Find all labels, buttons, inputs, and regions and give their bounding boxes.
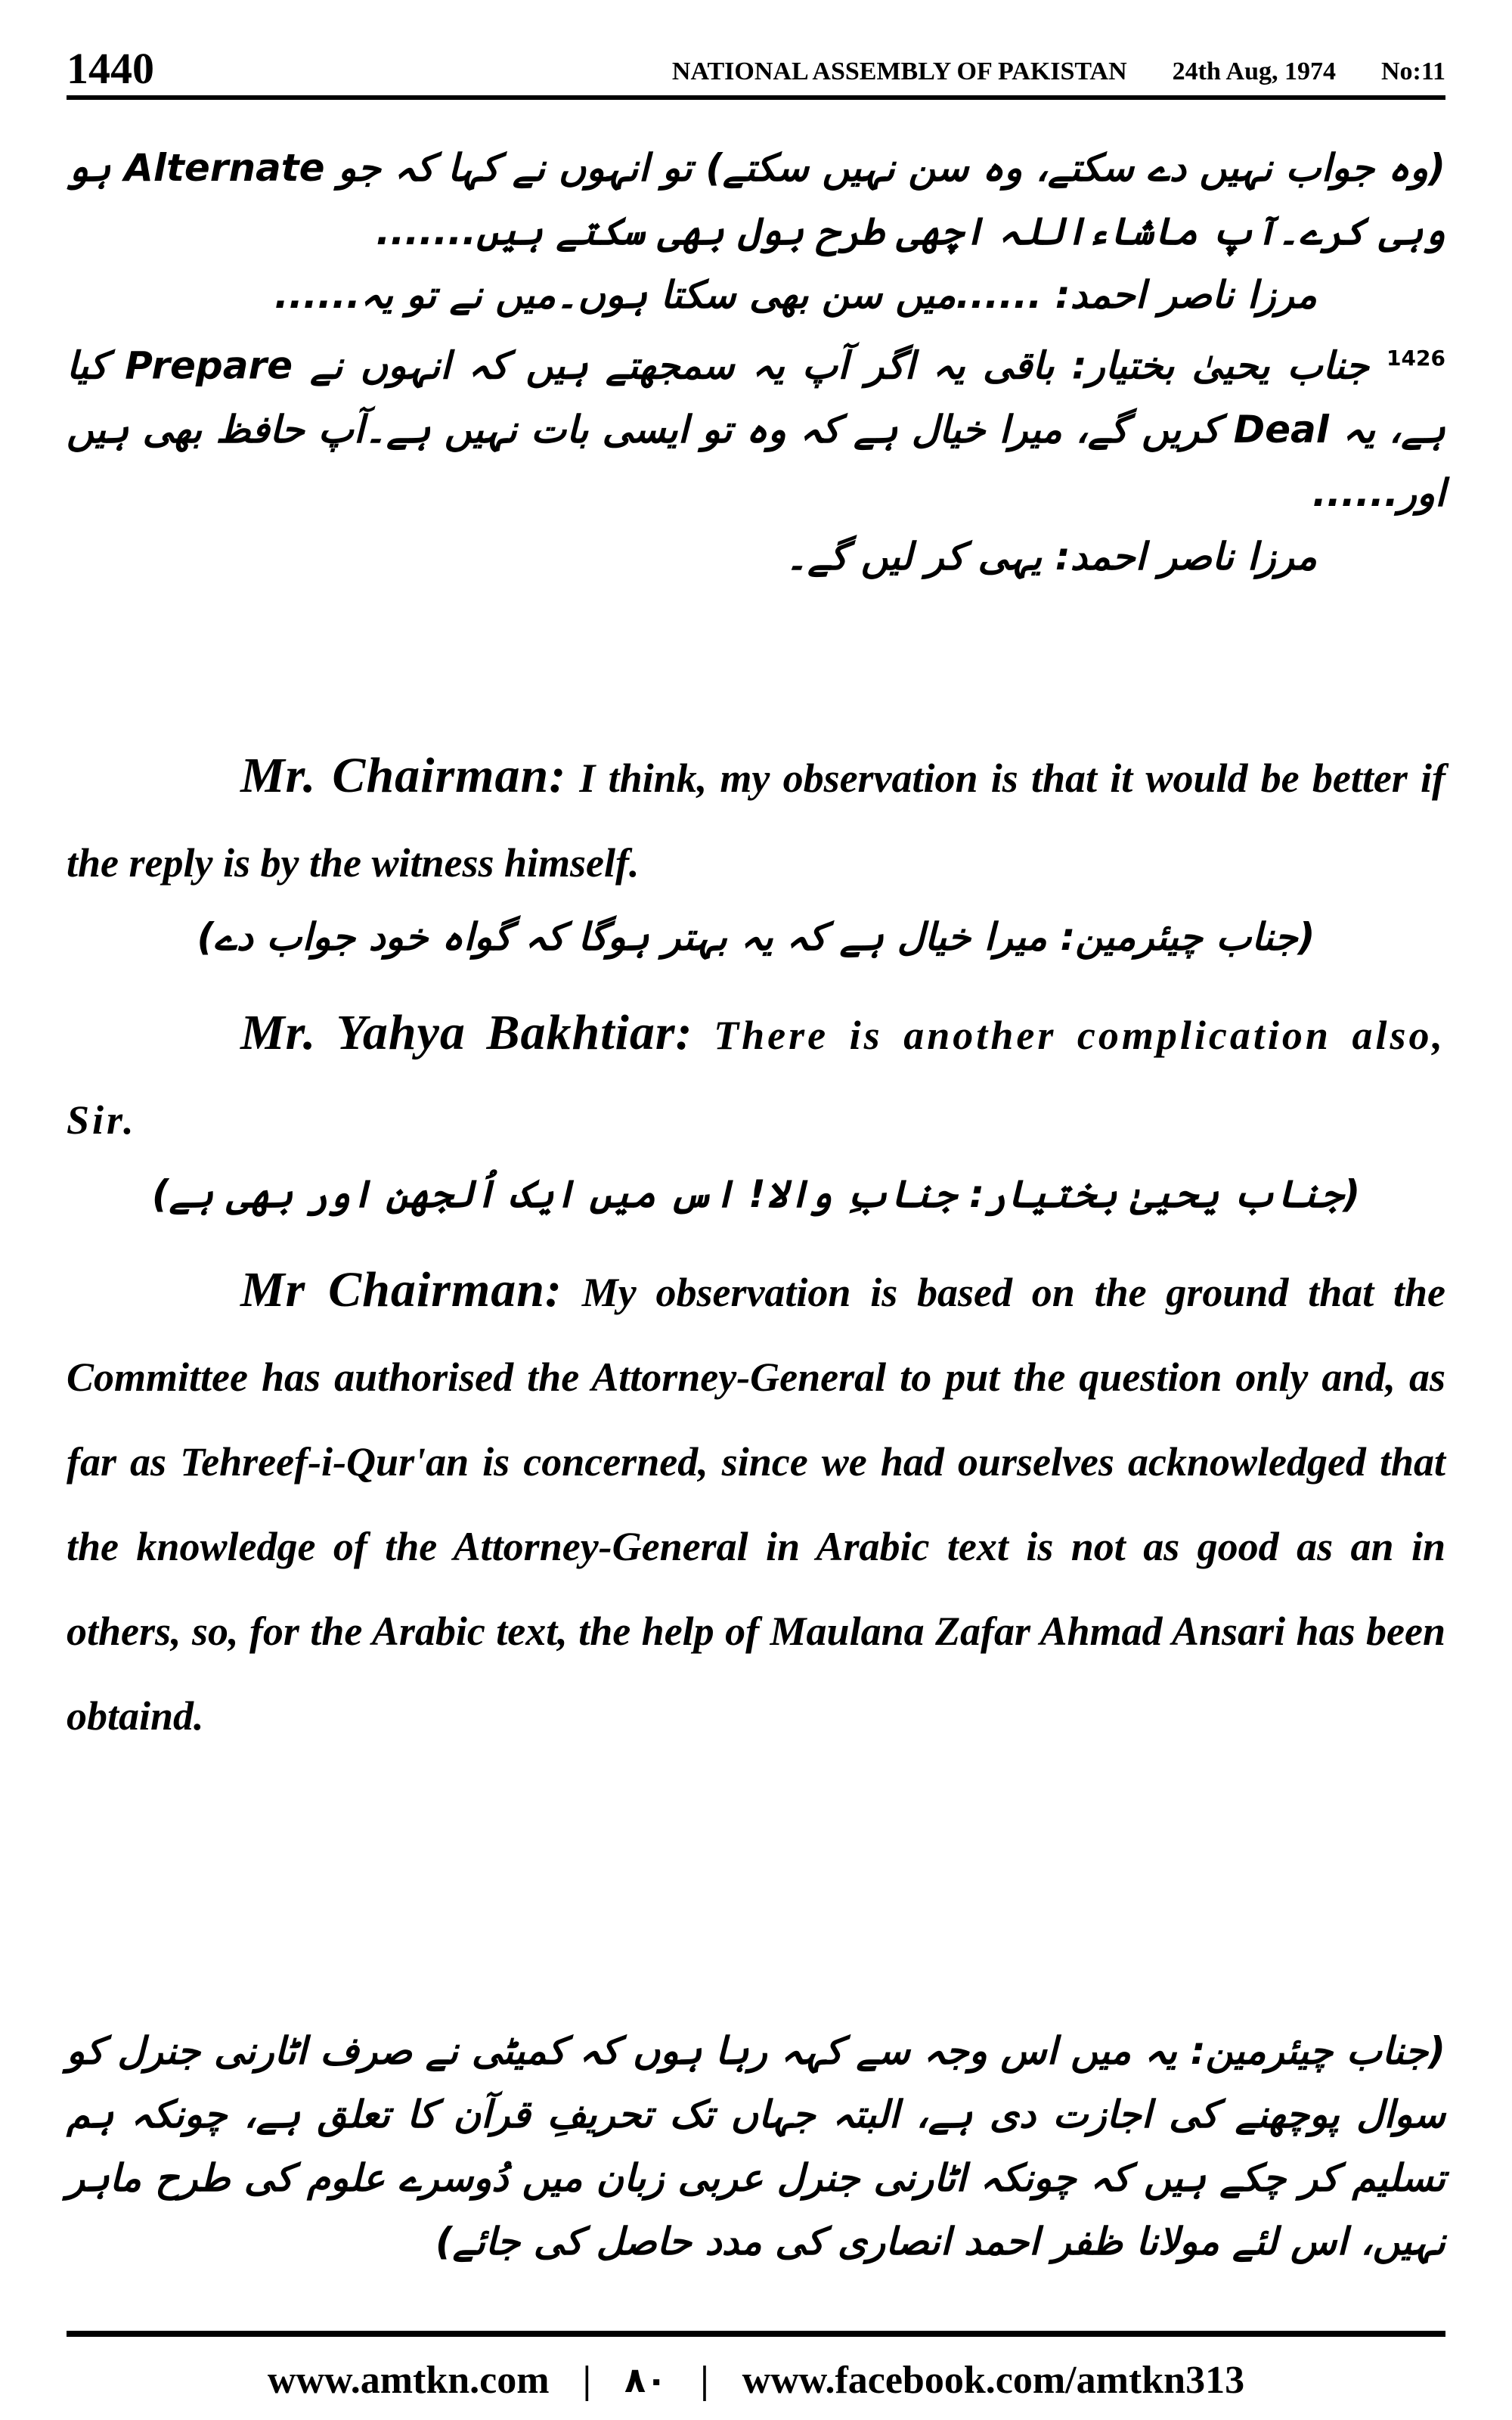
english-paragraph-3-text: My observation is based on the ground that the Committee has authorised the Attorney-General to put the question only and, as far as Tehreef-i-Qur'an is concerned, since we had ourselves acknowledged that the knowledge of the Attorney-General in Arabic text is not as good as an in others, so, for the Arabic text, the help of Maulana Zafar Ahmad Ansari has been obtaind. [67, 1270, 1446, 1739]
footnote-number: 1426 [1387, 346, 1445, 371]
footer-separator-left: | [582, 2358, 592, 2402]
urdu-paragraph-1: (وہ جواب نہیں دے سکتے، وہ سن نہیں سکتے) تو انہوں نے کہا کہ جو Alternate ہو وہی کرے۔آپ ماشاءاللہ اچھی طرح بول بھی سکتے ہیں....... [67, 146, 1445, 253]
page-number: 1440 [67, 44, 154, 93]
english-paragraph-2 [67, 991, 1445, 1162]
urdu-paragraph-2: مرزا ناصر احمد: ......میں سن بھی سکتا ہوں۔میں نے تو یہ...... [274, 273, 1317, 317]
english-paragraph-1 [67, 734, 1445, 905]
speaker-yahya-bakhtiar: Mr. Yahya Bakhtiar: [240, 1005, 693, 1060]
page-header [67, 23, 1445, 91]
header-date: 24th Aug, 1974 [1172, 57, 1336, 85]
footer-page-number: ۸۰ [624, 2360, 668, 2400]
speaker-chairman-1: Mr. Chairman: [240, 748, 567, 803]
header-title: NATIONAL ASSEMBLY OF PAKISTAN [671, 57, 1127, 85]
footer-website-link[interactable]: www.amtkn.com [267, 2358, 550, 2402]
english-paragraph-1-text: I think, my observation is that it would be better if the reply is by the witness himself. [67, 755, 1445, 886]
footer-facebook-link[interactable]: www.facebook.com/amtkn313 [742, 2358, 1245, 2402]
english-section-2 [67, 991, 1445, 1226]
header-issue: No:11 [1381, 57, 1445, 85]
header-rule [67, 95, 1445, 100]
english-section-1 [67, 734, 1445, 969]
urdu-paragraph-3 [67, 327, 1445, 525]
urdu-bottom-section [67, 2019, 1445, 2273]
footer-rule [67, 2331, 1445, 2337]
urdu-bottom-paragraph: (جناب چیئرمین: یہ میں اس وجہ سے کہہ رہا ہوں کہ کمیٹی نے صرف اٹارنی جنرل کو سوال پوچھنے کی اجازت دی ہے، البتہ جہاں تک تحریفِ قرآن کا تعلق ہے، چونکہ ہم تسلیم کر چکے ہیں کہ چونکہ اٹارنی جنرل عربی زبان میں دُوسرے علوم کی طرح ماہر نہیں، اس لئے مولانا ظفر احمد انصاری کی مدد حاصل کی جائے) [67, 2029, 1446, 2263]
urdu-translation-2: (جناب یحییٰ بختیار: جنابِ والا! اس میں ایک اُلجھن اور بھی ہے) [151, 1172, 1361, 1216]
speaker-chairman-2: Mr Chairman: [240, 1262, 562, 1317]
english-paragraph-2-text: There is another complication also, Sir. [67, 1013, 1445, 1143]
urdu-top-section [67, 136, 1445, 588]
english-section-3 [67, 1248, 1445, 1758]
header-info [672, 57, 1445, 91]
page-footer [67, 2353, 1445, 2406]
english-paragraph-3 [67, 1248, 1445, 1758]
urdu-translation-1: (جناب چیئرمین: میرا خیال ہے کہ یہ بہتر ہوگا کہ گواہ خود جواب دے) [197, 915, 1315, 959]
urdu-paragraph-4: مرزا ناصر احمد: یہی کر لیں گے۔ [785, 534, 1317, 579]
urdu-paragraph-3-text: جناب یحییٰ بختیار: باقی یہ اگر آپ یہ سمجھتے ہیں کہ انہوں نے Prepare کیا ہے، یہ Deal کریں گے، میرا خیال ہے کہ وہ تو ایسی بات نہیں ہے۔آپ حافظ بھی ہیں اور...... [67, 343, 1445, 515]
footer-separator-right: | [700, 2358, 709, 2402]
